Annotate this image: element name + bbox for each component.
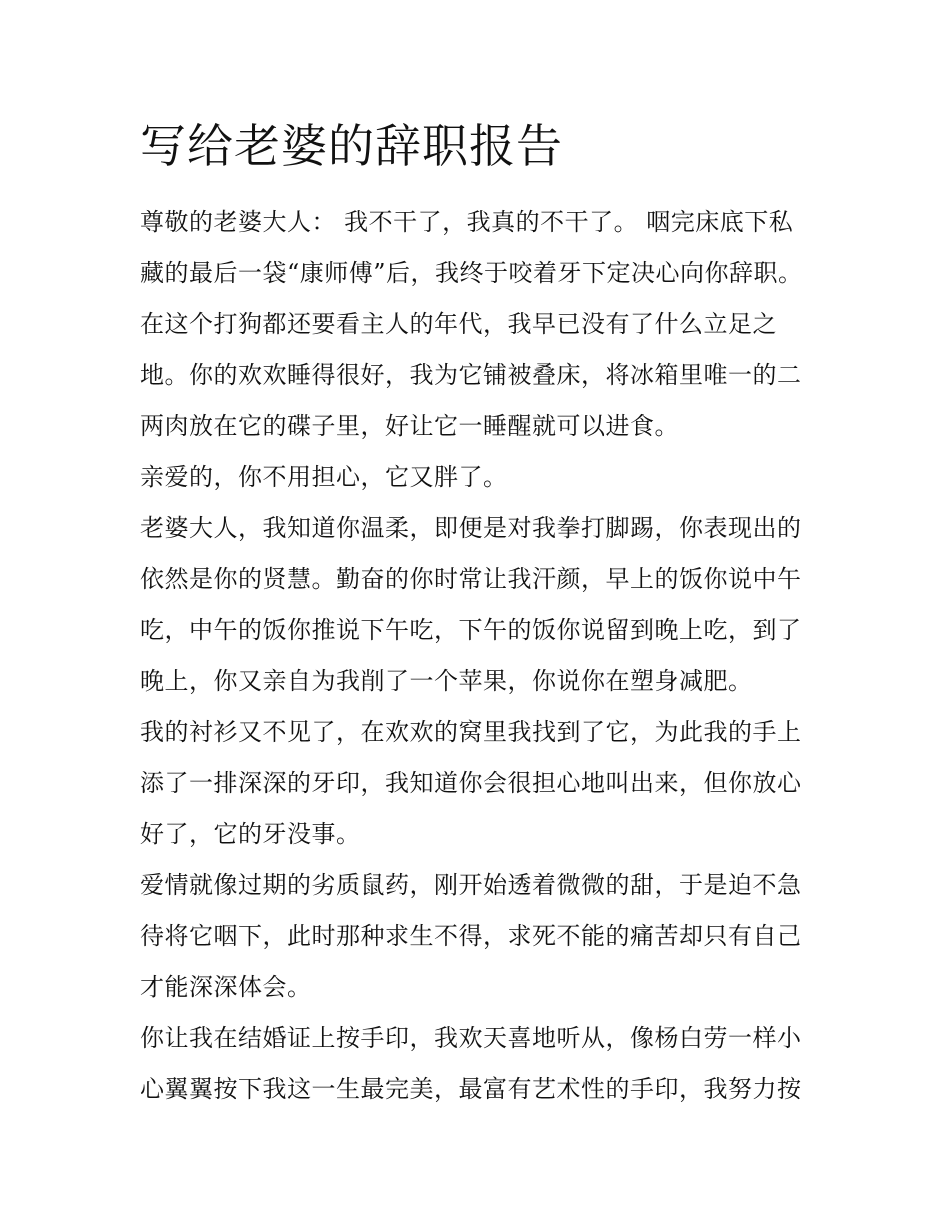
body-line: 才能深深体会。: [140, 973, 312, 1001]
body-line: 在这个打狗都还要看主人的年代，我早已没有了什么立足之: [140, 310, 777, 338]
body-line: 我的衬衫又不见了，在欢欢的窝里我找到了它，为此我的手上: [140, 718, 802, 746]
body-line: 晚上，你又亲自为我削了一个苹果，你说你在塑身减肥。: [140, 667, 753, 695]
body-line: 藏的最后一袋“康师傅”后，我终于咬着牙下定决心向你辞职。: [140, 259, 803, 287]
body-line: 亲爱的，你不用担心，它又胖了。: [140, 463, 508, 491]
body-line: 爱情就像过期的劣质鼠药，刚开始透着微微的甜，于是迫不急: [140, 871, 802, 899]
body-line: 添了一排深深的牙印，我知道你会很担心地叫出来，但你放心: [140, 769, 802, 797]
body-line: 尊敬的老婆大人： 我不干了，我真的不干了。 咽完床底下私: [140, 208, 794, 236]
body-line: 好了，它的牙没事。: [140, 820, 361, 848]
body-line: 两肉放在它的碟子里，好让它一睡醒就可以进食。: [140, 412, 679, 440]
body-line: 吃，中午的饭你推说下午吃，下午的饭你说留到晚上吃，到了: [140, 616, 802, 644]
body-line: 地。你的欢欢睡得很好，我为它铺被叠床，将冰箱里唯一的二: [140, 361, 802, 389]
body-line: 你让我在结婚证上按手印，我欢天喜地听从，像杨白劳一样小: [140, 1024, 802, 1052]
body-line: 待将它咽下，此时那种求生不得，求死不能的痛苦却只有自己: [140, 922, 802, 950]
body-line: 老婆大人，我知道你温柔，即便是对我拳打脚踢，你表现出的: [140, 514, 802, 542]
document-title: 写给老婆的辞职报告: [140, 119, 563, 173]
body-line: 心翼翼按下我这一生最完美，最富有艺术性的手印，我努力按: [140, 1075, 802, 1103]
body-line: 依然是你的贤慧。勤奋的你时常让我汗颜，早上的饭你说中午: [140, 565, 802, 593]
